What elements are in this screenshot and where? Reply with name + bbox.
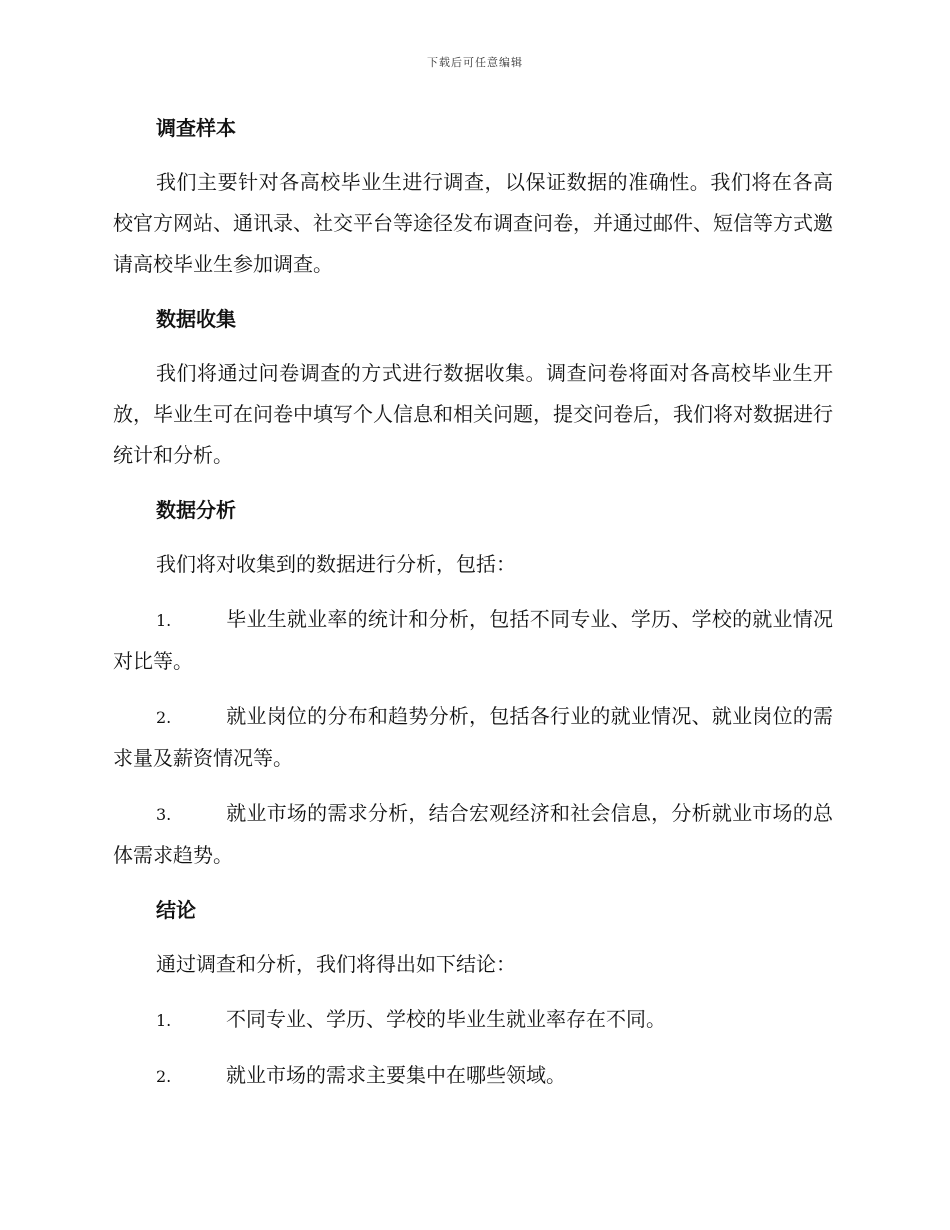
list-item-text: 就业岗位的分布和趋势分析，包括各行业的就业情况、就业岗位的需求量及薪资情况等。 [113,704,833,770]
list-item-text: 就业市场的需求分析，结合宏观经济和社会信息，分析就业市场的总体需求趋势。 [113,801,833,867]
list-item-number: 3. [156,805,172,824]
list-item [113,793,833,876]
list-item-text: 毕业生就业率的统计和分析，包括不同专业、学历、学校的就业情况对比等。 [113,607,833,673]
list-item [113,1055,833,1097]
list-item [113,599,833,682]
section-heading-analysis: 数据分析 [156,498,236,522]
section-paragraph-conclusion: 通过调查和分析，我们将得出如下结论： [156,952,516,976]
section-heading-conclusion: 结论 [156,898,196,922]
list-item-text: 就业市场的需求主要集中在哪些领域。 [226,1063,566,1087]
section-heading-sample: 调查样本 [156,116,236,140]
section-paragraph-collection: 我们将通过问卷调查的方式进行数据收集。调查问卷将面对各高校毕业生开放，毕业生可在问卷中填写个人信息和相关问题，提交问卷后，我们将对数据进行统计和分析。 [113,361,833,467]
list-item-number: 2. [156,1067,172,1086]
list-item [113,696,833,779]
list-item-number: 1. [156,611,172,630]
list-item [113,999,833,1041]
document-body [113,108,833,1111]
list-item-number: 1. [156,1011,172,1030]
list-item-number: 2. [156,708,172,727]
section-paragraph-sample: 我们主要针对各高校毕业生进行调查，以保证数据的准确性。我们将在各高校官方网站、通讯录、社交平台等途径发布调查问卷，并通过邮件、短信等方式邀请高校毕业生参加调查。 [113,170,833,276]
section-heading-collection: 数据收集 [156,307,236,331]
list-item-text: 不同专业、学历、学校的毕业生就业率存在不同。 [226,1007,666,1031]
section-paragraph-analysis: 我们将对收集到的数据进行分析，包括： [156,552,516,576]
header-note: 下载后可任意编辑 [427,56,523,69]
